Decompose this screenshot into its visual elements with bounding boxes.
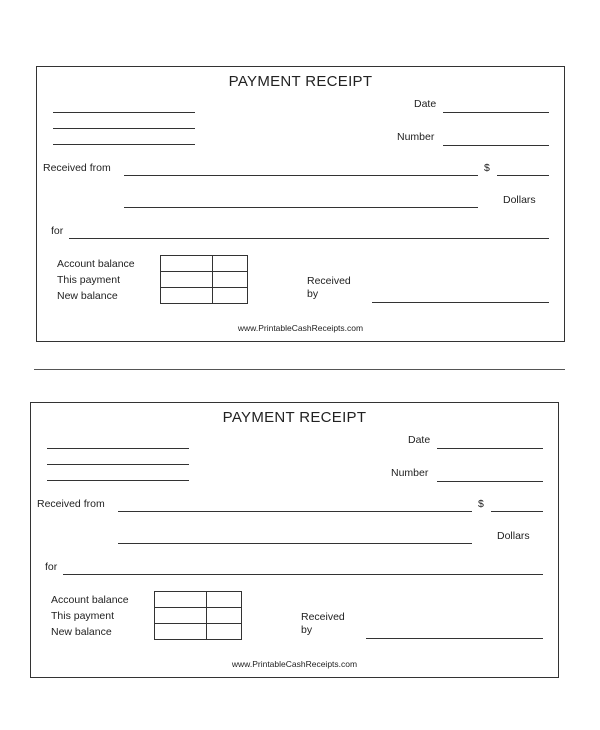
amount-words-field[interactable]	[118, 543, 472, 544]
received-by-field[interactable]	[366, 638, 543, 639]
received-from-label: Received from	[43, 162, 111, 174]
date-field[interactable]	[443, 112, 549, 113]
number-label: Number	[391, 467, 429, 479]
received-by-label-by: by	[307, 288, 319, 300]
this-payment-cents-cell[interactable]	[213, 272, 248, 288]
table-row	[161, 256, 248, 272]
this-payment-dollars-cell[interactable]	[155, 608, 207, 624]
for-field[interactable]	[63, 574, 543, 575]
new-balance-cents-cell[interactable]	[213, 288, 248, 304]
dollars-label: Dollars	[497, 530, 530, 542]
dollars-label: Dollars	[503, 194, 536, 206]
received-by-label: Received	[307, 275, 351, 287]
balance-table	[160, 255, 248, 304]
account-balance-label: Account balance	[51, 594, 129, 606]
website-footer: www.PrintableCashReceipts.com	[237, 323, 364, 333]
address-line-1[interactable]	[47, 448, 189, 449]
balance-table	[154, 591, 242, 640]
amount-field[interactable]	[497, 175, 549, 176]
receipt-title: PAYMENT RECEIPT	[222, 409, 367, 426]
for-label: for	[45, 561, 58, 573]
account-balance-dollars-cell[interactable]	[155, 592, 207, 608]
address-line-2[interactable]	[53, 128, 195, 129]
table-row	[161, 288, 248, 304]
table-row	[155, 592, 242, 608]
received-by-label-by: by	[301, 624, 313, 636]
account-balance-cents-cell[interactable]	[213, 256, 248, 272]
new-balance-cents-cell[interactable]	[207, 624, 242, 640]
number-field[interactable]	[437, 481, 543, 482]
website-footer: www.PrintableCashReceipts.com	[231, 659, 358, 669]
address-line-3[interactable]	[53, 144, 195, 145]
number-field[interactable]	[443, 145, 549, 146]
payment-receipt-2	[30, 402, 559, 678]
received-by-field[interactable]	[372, 302, 549, 303]
date-label: Date	[414, 98, 437, 110]
account-balance-cents-cell[interactable]	[207, 592, 242, 608]
dollar-sign: $	[484, 162, 490, 174]
address-line-3[interactable]	[47, 480, 189, 481]
this-payment-cents-cell[interactable]	[207, 608, 242, 624]
date-field[interactable]	[437, 448, 543, 449]
address-line-1[interactable]	[53, 112, 195, 113]
for-label: for	[51, 225, 64, 237]
table-row	[155, 608, 242, 624]
account-balance-dollars-cell[interactable]	[161, 256, 213, 272]
amount-field[interactable]	[491, 511, 543, 512]
this-payment-label: This payment	[57, 274, 121, 286]
payment-receipt-1	[36, 66, 565, 342]
this-payment-dollars-cell[interactable]	[161, 272, 213, 288]
amount-words-field[interactable]	[124, 207, 478, 208]
received-from-label: Received from	[37, 498, 105, 510]
new-balance-label: New balance	[51, 626, 112, 638]
received-from-field[interactable]	[118, 511, 472, 512]
table-row	[155, 624, 242, 640]
address-line-2[interactable]	[47, 464, 189, 465]
number-label: Number	[397, 131, 435, 143]
table-row	[161, 272, 248, 288]
new-balance-dollars-cell[interactable]	[155, 624, 207, 640]
dollar-sign: $	[478, 498, 484, 510]
receipt-title: PAYMENT RECEIPT	[228, 73, 373, 90]
account-balance-label: Account balance	[57, 258, 135, 270]
new-balance-label: New balance	[57, 290, 118, 302]
received-from-field[interactable]	[124, 175, 478, 176]
this-payment-label: This payment	[51, 610, 115, 622]
new-balance-dollars-cell[interactable]	[161, 288, 213, 304]
received-by-label: Received	[301, 611, 345, 623]
cut-line	[34, 369, 565, 370]
for-field[interactable]	[69, 238, 549, 239]
date-label: Date	[408, 434, 431, 446]
